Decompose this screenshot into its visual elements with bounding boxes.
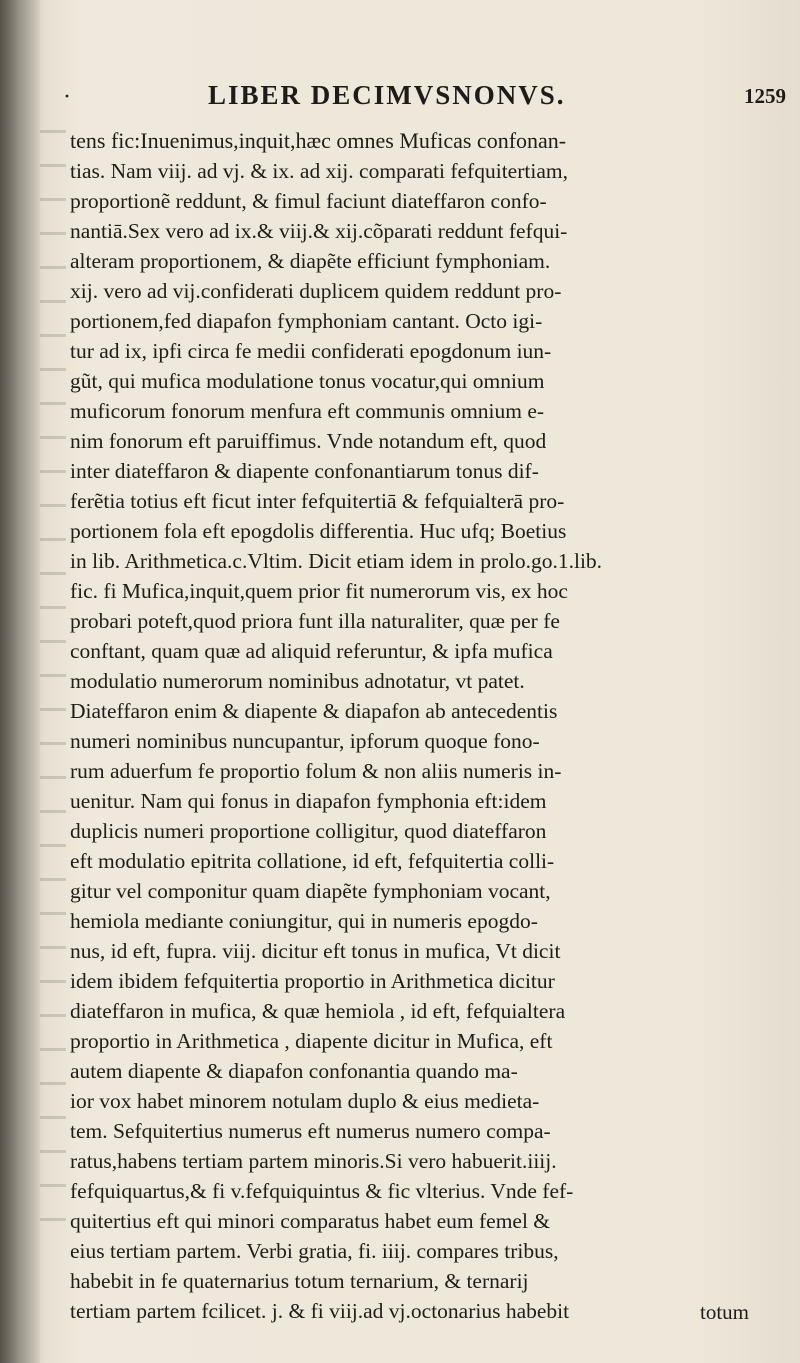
page-number: 1259 <box>744 84 786 108</box>
text-line: quitertius eft qui minori comparatus habet eum femel & <box>70 1209 551 1233</box>
text-line: gitur vel componitur quam diapẽte fymphoniam vocant, <box>70 879 551 903</box>
catchword: totum <box>700 1300 750 1324</box>
text-line: xij. vero ad vij.confiderati duplicem quidem reddunt pro- <box>70 279 562 303</box>
text-line: fic. fi Mufica,inquit,quem prior fit numerorum vis, ex hoc <box>70 579 568 603</box>
text-line: eft modulatio epitrita collatione, id eft, fefquitertia colli- <box>70 849 555 873</box>
text-line: nantiā.Sex vero ad ix.& viij.& xij.cõparati reddunt fefqui- <box>70 219 568 243</box>
text-line: modulatio numerorum nominibus adnotatur, vt patet. <box>70 669 525 693</box>
page-edge-marks <box>40 130 66 1250</box>
text-line: diateffaron in mufica, & quæ hemiola , id eft, fefquialtera <box>70 999 566 1023</box>
header-mark-icon: · <box>63 84 71 110</box>
text-line: in lib. Arithmetica.c.Vltim. Dicit etiam idem in prolo.go.1.lib. <box>70 549 603 573</box>
text-line: habebit in fe quaternarius totum ternarium, & ternarij <box>70 1269 529 1293</box>
text-line: Diateffaron enim & diapente & diapafon ab antecedentis <box>70 699 558 723</box>
text-line: tem. Sefquitertius numerus eft numerus numero compa- <box>70 1119 551 1143</box>
text-line: nim fonorum eft paruiffimus. Vnde notandum eft, quod <box>70 429 547 453</box>
text-line: nus, id eft, fupra. viij. dicitur eft tonus in mufica, Vt dicit <box>70 939 561 963</box>
text-line: tens fic:Inuenimus,inquit,hæc omnes Muficas confonan- <box>70 128 567 153</box>
text-line: proportionẽ reddunt, & fimul faciunt diateffaron confo- <box>70 189 547 213</box>
text-line: probari poteft,quod priora funt illa naturaliter, quæ per fe <box>70 609 560 633</box>
text-line: gũt, qui mufica modulatione tonus vocatur,qui omnium <box>70 369 545 393</box>
text-line: tur ad ix, ipfi circa fe medii confiderati epogdonum iun- <box>70 339 552 363</box>
text-line: proportio in Arithmetica , diapente dicitur in Mufica, eft <box>70 1029 553 1053</box>
text-line: hemiola mediante coniungitur, qui in numeris epogdo- <box>70 909 538 933</box>
text-line: tertiam partem fcilicet. j. & fi viij.ad vj.octonarius habebit <box>70 1299 570 1323</box>
text-line: eius tertiam partem. Verbi gratia, fi. iiij. compares tribus, <box>70 1239 559 1263</box>
text-line: conftant, quam quæ ad aliquid referuntur, & ipfa mufica <box>70 639 553 663</box>
text-line: fefquiquartus,& fi v.fefquiquintus & fic vlterius. Vnde fef- <box>70 1179 574 1203</box>
text-line: uenitur. Nam qui fonus in diapafon fymphonia eft:idem <box>70 789 547 813</box>
text-line: duplicis numeri proportione colligitur, quod diateffaron <box>70 819 547 843</box>
gutter-shadow <box>0 0 40 1363</box>
text-line: alteram proportionem, & diapẽte efficiunt fymphoniam. <box>70 249 551 273</box>
text-line: idem ibidem fefquitertia proportio in Arithmetica dicitur <box>70 969 555 993</box>
text-line: portionem,fed diapafon fymphoniam cantant. Octo igi- <box>70 309 543 333</box>
text-line: muficorum fonorum menfura eft communis omnium e- <box>70 399 545 423</box>
text-line: rum aduerfum fe proportio folum & non aliis numeris in- <box>70 759 562 783</box>
text-line: autem diapente & diapafon confonantia quando ma- <box>70 1059 518 1083</box>
text-line: numeri nominibus nuncupantur, ipforum quoque fono- <box>70 729 540 753</box>
text-line: tias. Nam viij. ad vj. & ix. ad xij. comparati fefquitertiam, <box>70 159 568 183</box>
text-line: ferẽtia totius eft ficut inter fefquitertiā & fefquialterā pro- <box>70 489 565 513</box>
body-text <box>70 126 788 1326</box>
running-title: LIBER DECIMVSNONVS. <box>208 80 566 110</box>
text-line: portionem fola eft epogdolis differentia. Huc ufq; Boetius <box>70 519 567 543</box>
text-line: ior vox habet minorem notulam duplo & eius medieta- <box>70 1089 540 1113</box>
text-line: inter diateffaron & diapente confonantiarum tonus dif- <box>70 459 539 483</box>
running-header <box>60 78 786 118</box>
text-line: ratus,habens tertiam partem minoris.Si vero habuerit.iiij. <box>70 1149 557 1173</box>
